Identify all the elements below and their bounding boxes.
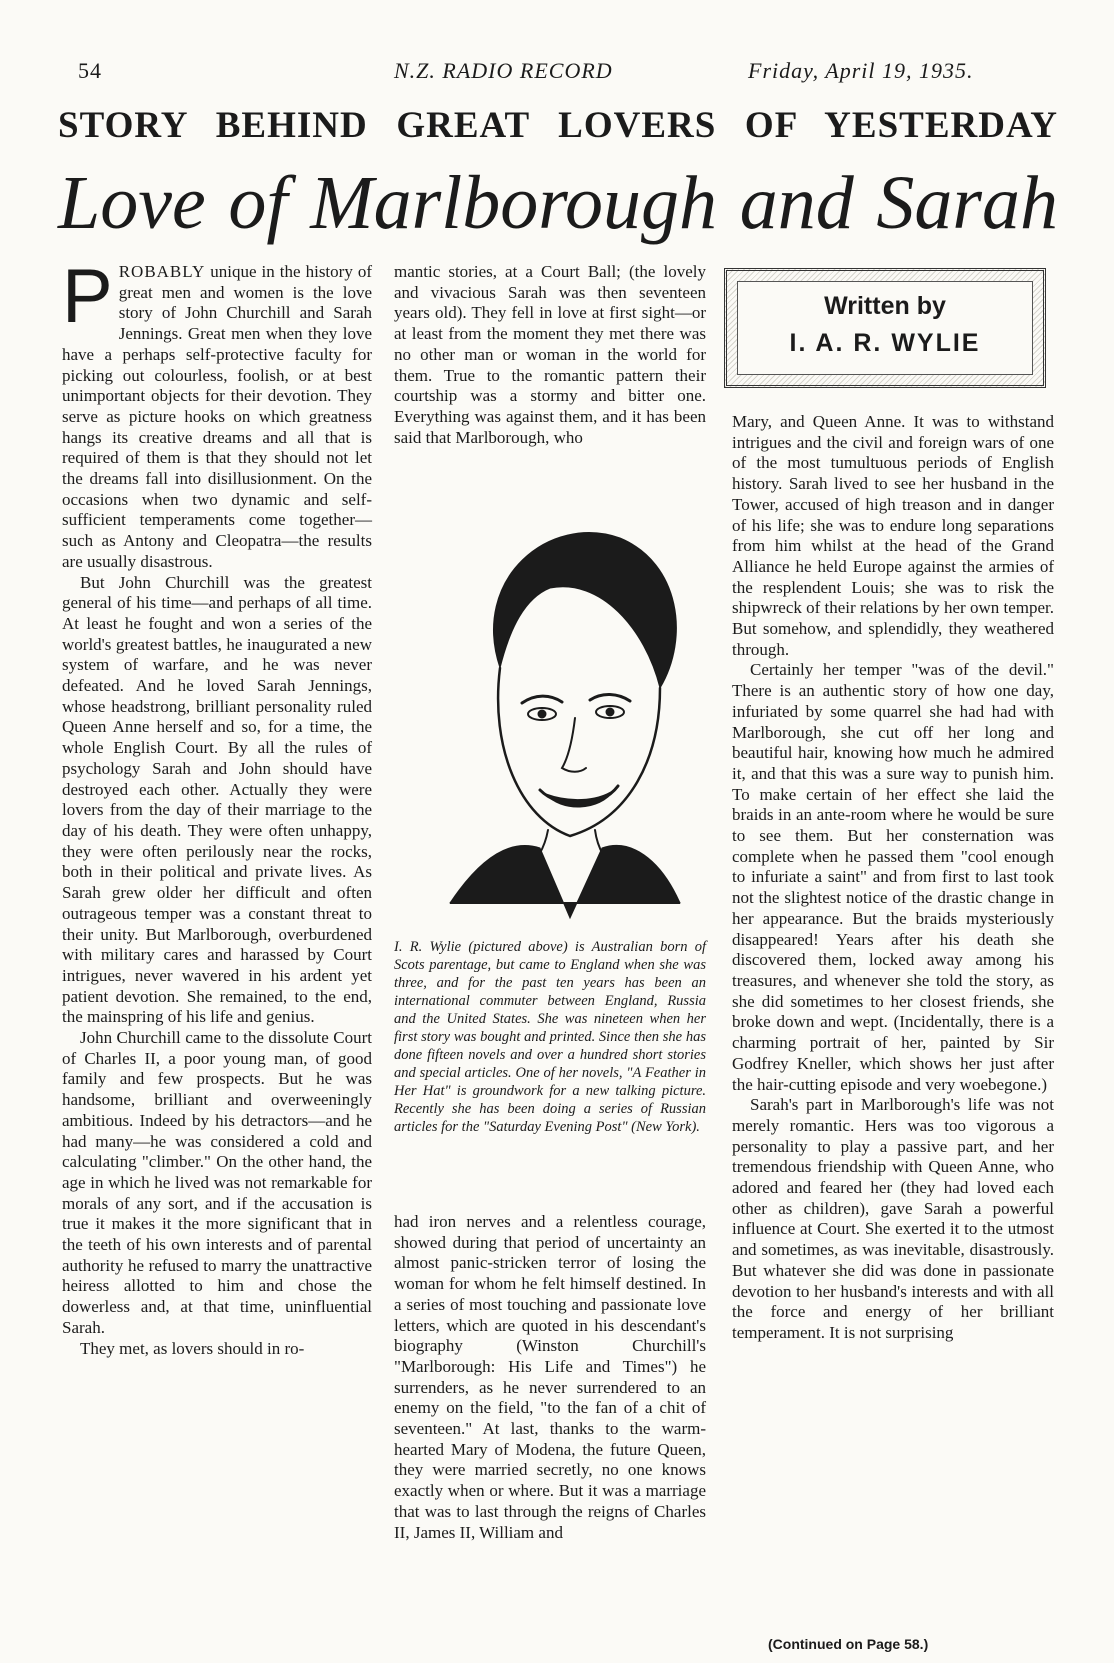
portrait-caption: I. R. Wylie (pictured above) is Australian born of Scots parentage, but came to England when she was three, and for the past ten years has been an international commuter between England, Russia and the United States. She was nineteen when her first story was bought and printed. Since then she has done fifteen novels and over a hundred short stories and special articles. One of her novels, "A Feather in Her Hat" is groundwork for a new talking picture. Recently she has been doing a series of Russian articles for the "Saturday Evening Post" (New York). bbox=[394, 939, 706, 1135]
article-column-3 bbox=[732, 412, 1054, 1344]
drop-cap: P bbox=[62, 254, 113, 339]
author-portrait bbox=[430, 518, 700, 928]
article-paragraph: Certainly her temper "was of the devil." There is an authentic story of how one day, infuriated by some quarrel she had had with Marlborough, she cut off her long and beautiful hair, knowing how much he admired it, and that this was a sure way to punish him. To make certain of her effect she laid the braids in an ante-room where he would be sure to see them. But her consternation was complete when he passed them "cool enough to infuriate a saint" and from first to last took not the slightest notice of the drastic change in her appearance. But the braids mysteriously disappeared! Years after his death she discovered them, locked away among his treasures, and whenever she told the story, as she did sometimes to her closest friends, she broke down and wept. (Incidentally, there is a charming portrait of her, painted by Sir Godfrey Kneller, which shows her just after the hair-cutting episode and very woebegone.) bbox=[732, 660, 1054, 1094]
byline-inner bbox=[737, 281, 1033, 375]
page-number: 54 bbox=[78, 58, 102, 83]
article-paragraph: Mary, and Queen Anne. It was to withstand intrigues and the civil and foreign wars of one of the most tumultuous periods of English history. Sarah lived to see her husband in the Tower, accused of high treason and in danger of his life; she was to endure long separations from him whilst at the head of the Grand Alliance he held Europe against the armies of the resplendent Louis; she was to risk the shipwreck of their relations by her own temper. But somehow, and splendidly, they weathered through. bbox=[732, 412, 1054, 659]
article-paragraph: But John Churchill was the greatest general of his time—and perhaps of all time. At least he fought and won a series of the world's greatest battles, he inaugurated a new system of warfare, and he was never defeated. And he loved Sarah Jennings, whose headstrong, brilliant personality ruled Queen Anne herself and so, for a time, the whole English Court. By all the rules of psychology Sarah and John should have destroyed each other. Actually they were lovers from the day of their marriage to the day of his death. They were often unhappy, they were often perilously near the rocks, both in their political and private lives. As Sarah grew older her difficult and often outrageous temper was a constant threat to their unity. But Marlborough, overburdened with military cares and harassed by Court intrigues, never wavered in his ardent yet patient devotion. She remained, to the end, the mainspring of his life and genius. bbox=[62, 572, 372, 1027]
issue-date: Friday, April 19, 1935. bbox=[748, 58, 974, 83]
article-column-2-bottom bbox=[394, 1212, 706, 1543]
article-paragraph bbox=[62, 254, 372, 573]
article-paragraph: mantic stories, at a Court Ball; (the lovely and vivacious Sarah was then seventeen years old). They fell in love at first sight—or at least from the moment they met there was no other man or woman in the world for them. True to the romantic pattern their courtship was a stormy and bitter one. Everything was against them, and it has been said that Marlborough, who bbox=[394, 262, 706, 447]
byline-label: Written by bbox=[824, 292, 946, 320]
first-word: ROBABLY bbox=[118, 262, 206, 281]
article-column-1 bbox=[62, 254, 372, 1359]
continued-note: (Continued on Page 58.) bbox=[768, 1636, 929, 1652]
publication-title: N.Z. RADIO RECORD bbox=[394, 58, 613, 83]
byline-box bbox=[724, 268, 1046, 388]
article-paragraph: had iron nerves and a relentless courage, showed during that period of uncertainty an almost panic-stricken terror of losing the woman for whom he felt himself destined. In a series of most touching and passionate love letters, which are quoted in his descendant's biography (Winston Churchill's "Marlborough: His Life and Times") he surrenders, as he never surrendered to an enemy on the field, "to the fan of a chit of seventeen." At last, thanks to the warm-hearted Mary of Modena, the future Queen, they were married secretly, no one knows exactly when or where. But it was a marriage that was to last through the reigns of Charles II, James II, William and bbox=[394, 1212, 706, 1542]
kicker-headline: STORY BEHIND GREAT LOVERS OF YESTERDAY bbox=[58, 105, 1058, 146]
woman-portrait-sketch-icon bbox=[450, 533, 680, 918]
article-headline: Love of Marlborough and Sarah bbox=[58, 161, 1058, 245]
paragraph-text: unique in the history of great men and women is the love story of John Churchill and Sarah Jennings. Great men when they love have a perhaps self-protective faculty for picking out colourless, foolish, or at best unimportant objects for their devotion. They serve as picture hooks on which greatness hangs its creative dreams and all that is required of them is that they should not let the dreams fall into disillusionment. On the occasions when two dynamic and self-sufficient temperaments come together—such as Antony and Cleopatra—the results are usually disastrous. bbox=[62, 262, 372, 571]
article-paragraph: They met, as lovers should in ro- bbox=[80, 1338, 305, 1358]
article-paragraph: John Churchill came to the dissolute Court of Charles II, a poor young man, of good family and few prospects. But he was handsome, brilliant and overweeningly ambitious. Indeed by his detractors—and he had many—he was considered a cold and calculating "climber." On the other hand, the age in which he lived was not remarkable for morals of any sort, and if the accusation is true it makes it the more significant that in the teeth of his own interests and of parental authority he refused to marry the unattractive heiress allotted to him and chose the dowerless and, at that time, uninfluential Sarah. bbox=[62, 1028, 372, 1337]
byline-author: I. A. R. WYLIE bbox=[789, 329, 981, 357]
article-column-2-top bbox=[394, 262, 706, 448]
article-paragraph: Sarah's part in Marlborough's life was not merely romantic. Hers was too vigorous a personality to play a passive part, and her tremendous friendship with Queen Anne, who adored and feared her (they had loved each other as children), gave Sarah a powerful influence at Court. She exerted it to the utmost and sometimes, as was inevitable, disastrously. But whatever she did was done in passionate devotion to her husband's interests and with all the force and energy of her brilliant temperament. It is not surprising bbox=[732, 1095, 1054, 1342]
